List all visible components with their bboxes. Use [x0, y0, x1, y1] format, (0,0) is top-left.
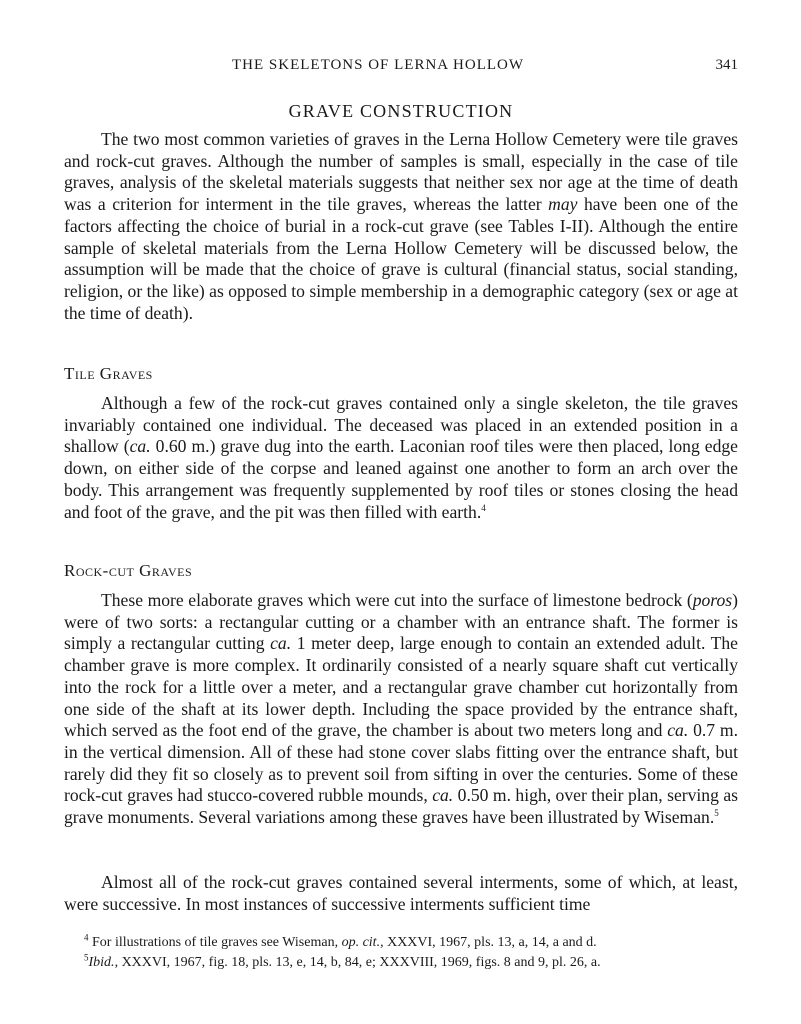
- footnote-5-text: , XXXVI, 1967, fig. 18, pls. 13, e, 14, b, 84, e; XXXVIII, 1969, figs. 8 and 9, pl. 26, a.: [114, 955, 601, 970]
- tile-graves-paragraph: [64, 393, 738, 523]
- intro-paragraph: [64, 129, 738, 324]
- rock-text-4: 0.7 m. in the vertical dimension. All of these had stone cover slabs fitting over the entrance shaft, but rarely did they fit so closely as to prevent soil from sifting in over the centuries. Some of these rock-cut graves had stucco-covered rubble mounds,: [64, 720, 738, 806]
- running-title: THE SKELETONS OF LERNA HOLLOW: [232, 57, 525, 73]
- tile-graves-heading: Tile Graves: [64, 364, 153, 383]
- rock-cut-graves-heading: Rock-cut Graves: [64, 561, 193, 580]
- footnote-ref-4: 4: [481, 502, 486, 513]
- section-title: GRAVE CONSTRUCTION: [288, 101, 514, 121]
- footnote-4-text-1: For illustrations of tile graves see Wiseman,: [88, 935, 342, 950]
- footnote-4-number: 4: [84, 932, 89, 943]
- successive-interments-paragraph: Almost all of the rock-cut graves contained several interments, some of which, at least, were successive. In most instances of successive interments sufficient time: [64, 872, 738, 914]
- rock-text-2: ) were of two sorts: a rectangular cutting or a chamber with an entrance shaft. The former is simply a rectangular cutting: [64, 590, 738, 654]
- page-number: 341: [715, 57, 738, 73]
- footnote-5-number: 5: [84, 952, 89, 963]
- intro-text-1: The two most common varieties of graves in the Lerna Hollow Cemetery were tile graves and rock-cut graves. Although the number of samples is small, especially in the case of tile graves, analysis of the skeletal materials suggests that neither sex nor age at the time of death was a criterion for interment in the tile graves, whereas the latter: [64, 129, 738, 215]
- rock-text-1: These more elaborate graves which were cut into the surface of limestone bedrock (: [101, 590, 693, 610]
- intro-emphasis: may: [548, 194, 578, 215]
- footnote-4: [64, 933, 738, 953]
- intro-text-2: have been one of the factors affecting the choice of burial in a rock-cut grave (see Tables I-II). Although the entire sample of skeletal materials from the Lerna Hollow Cemetery will be discussed below, the assumption will be made that the choice of grave is cultural (financial status, social standing, religion, or the like) as opposed to simple membership in a demographic category (sex or age at the time of death).: [64, 194, 739, 323]
- rock-emphasis-2: ca.: [270, 633, 292, 654]
- tile-text-2: 0.60 m.) grave dug into the earth. Laconian roof tiles were then placed, long edge down, on either side of the corpse and leaned against one another to form an arch over the body. This arrangement was frequently supplemented by roof tiles or stones closing the head and foot of the grave, and the pit was then filled with earth.: [64, 436, 738, 522]
- rock-text-3: 1 meter deep, large enough to contain an extended adult. The chamber grave is more complex. It ordinarily consisted of a nearly square shaft cut vertically into the rock for a little over a meter, and a rectangular grave chamber cut horizontally from one side of the shaft at its lower depth. Including the space provided by the entrance shaft, which served as the foot end of the grave, the chamber is about two meters long and: [64, 633, 738, 741]
- tile-emphasis: ca.: [129, 436, 151, 457]
- footnote-5-emphasis: Ibid.: [88, 955, 115, 970]
- running-header: [64, 57, 738, 79]
- footnotes: [64, 933, 738, 973]
- footnote-4-emphasis: op. cit.: [341, 935, 381, 950]
- footnote-4-text-2: , XXXVI, 1967, pls. 13, a, 14, a and d.: [380, 935, 597, 950]
- footnote-5: [64, 953, 738, 973]
- rock-emphasis-3: ca.: [667, 720, 689, 741]
- rock-emphasis-1: poros: [692, 590, 733, 610]
- tile-text-1: Although a few of the rock-cut graves contained only a single skeleton, the tile graves invariably contained one individual. The deceased was placed in an extended position in a shallow (: [64, 393, 738, 457]
- rock-emphasis-4: ca.: [432, 785, 454, 806]
- rock-text-5: 0.50 m. high, over their plan, serving as grave monuments. Several variations among these graves have been illustrated by Wiseman.: [64, 785, 738, 828]
- rock-cut-paragraph: [64, 590, 738, 829]
- footnote-ref-5: 5: [714, 808, 719, 819]
